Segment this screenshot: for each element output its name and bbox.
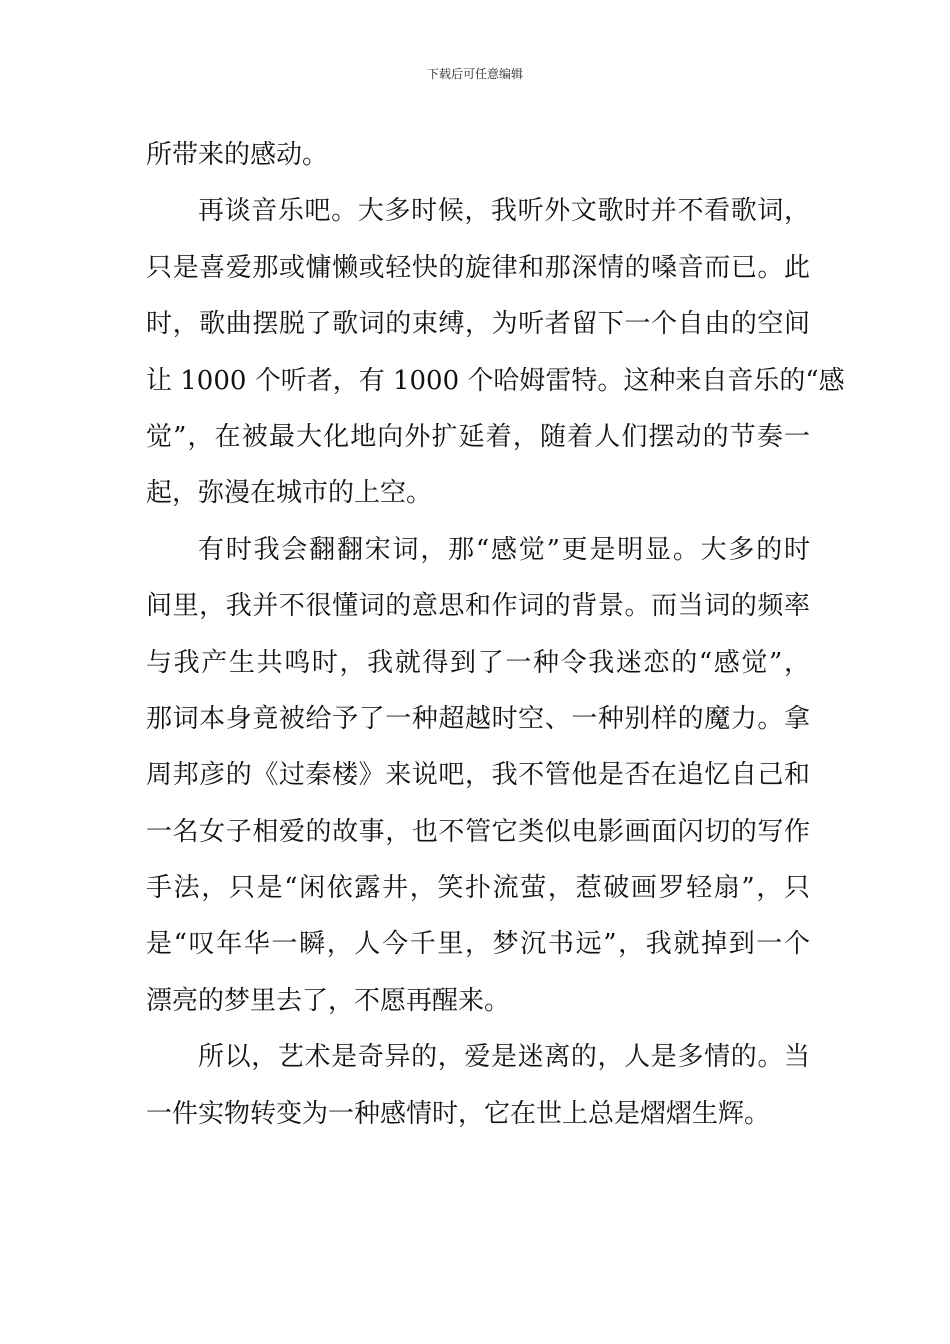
paragraph-line: 手法，只是“闲依露井，笑扑流萤，惹破画罗轻扇”，只 — [146, 873, 810, 904]
paragraph-line: 一件实物转变为一种感情时，它在世上总是熠熠生辉。 — [146, 1098, 771, 1129]
paragraph — [146, 1029, 810, 1142]
paragraph-line: 与我产生共鸣时，我就得到了一种令我迷恋的“感觉”， — [146, 647, 810, 678]
paragraph-line: 那词本身竟被给予了一种超越时空、一种别样的魔力。拿 — [146, 703, 810, 734]
paragraph-line: 让 1000 个听者，有 1000 个哈姆雷特。这种来自音乐的“感 — [146, 365, 845, 396]
paragraph — [146, 522, 810, 1030]
paragraph-line: 所带来的感动。 — [146, 140, 329, 170]
paragraph-line: 所以，艺术是奇异的，爱是迷离的，人是多情的。当 — [198, 1042, 810, 1073]
paragraph-line: 周邦彦的《过秦楼》来说吧，我不管他是否在追忆自己和 — [146, 760, 810, 791]
paragraph — [146, 127, 810, 183]
paragraph — [146, 183, 845, 521]
paragraph-line: 只是喜爱那或慵懒或轻快的旋律和那深情的嗓音而已。此 — [146, 252, 810, 283]
paragraph-line: 一名女子相爱的故事，也不管它类似电影画面闪切的写作 — [146, 816, 810, 847]
document-body — [146, 127, 845, 1142]
paragraph-line: 漂亮的梦里去了，不愿再醒来。 — [146, 985, 511, 1016]
paragraph-line: 起，弥漫在城市的上空。 — [146, 478, 433, 509]
page-header: 下载后可任意编辑 — [426, 67, 523, 81]
paragraph-line: 再谈音乐吧。大多时候，我听外文歌时并不看歌词， — [198, 196, 810, 227]
paragraph-line: 有时我会翻翻宋词，那“感觉”更是明显。大多的时 — [198, 534, 810, 565]
paragraph-line: 是“叹年华一瞬，人今千里，梦沉书远”，我就掉到一个 — [146, 929, 810, 960]
paragraph-line: 时，歌曲摆脱了歌词的束缚，为听者留下一个自由的空间 — [146, 309, 810, 340]
paragraph-line: 间里，我并不很懂词的意思和作词的背景。而当词的频率 — [146, 591, 810, 622]
paragraph-line: 觉”，在被最大化地向外扩延着，随着人们摆动的节奏一 — [146, 421, 810, 452]
